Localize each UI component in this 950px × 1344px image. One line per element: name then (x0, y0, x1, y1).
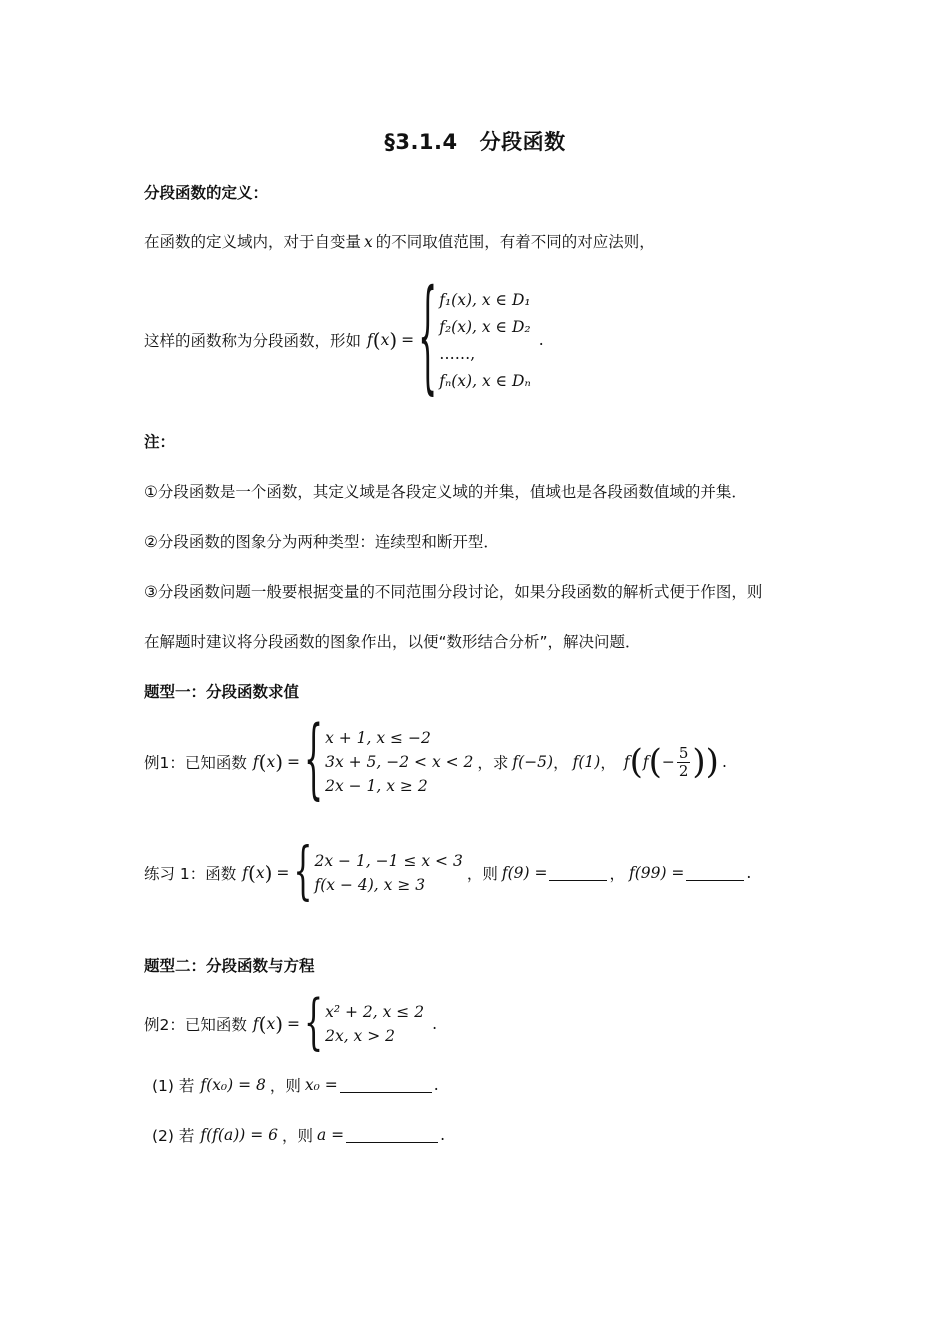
notes-heading: 注： (144, 433, 176, 451)
practice-1: 练习 1：函数 f ( x ) = { 2x − 1, −1 ≤ x < 3 f(x − 4), x ≥ 3 ，则 f(9) = ， f(99) = . (144, 835, 752, 909)
example-2-question-2: (2) 若 f(f(a)) = 6 ，则 a = . (152, 1126, 446, 1145)
example-2-question-1: (1) 若 f(x₀) = 8 ，则 x₀ = . (152, 1076, 439, 1095)
page-title (0, 126, 950, 156)
example-1-question-1: f(−5) (512, 753, 554, 771)
note-1: ①分段函数是一个函数，其定义域是各段定义域的并集，值域也是各段函数值域的并集． (144, 483, 747, 501)
answer-blank-2[interactable] (686, 866, 744, 881)
example-2-cases: x² + 2, x ≤ 2 2x, x > 2 (325, 1003, 425, 1045)
example-1-question-2: f(1) (572, 753, 601, 771)
example-1: 例1：已知函数 f ( x ) = { x + 1, x ≤ −2 3x + 5, −2 < x < 2 2x − 1, x ≥ 2 ，求 f(−5) ， f(1) ， f ( f ( − $\frac{5}{2}$ ) ) . (144, 709, 727, 812)
answer-blank-4[interactable] (346, 1128, 438, 1143)
example-1-cases: x + 1, x ≤ −2 3x + 5, −2 < x < 2 2x − 1, x ≥ 2 (325, 729, 474, 795)
definition-cases: f₁(x), x ∈ D₁ f₂(x), x ∈ D₂ ……, fₙ(x), x ∈ Dₙ (439, 290, 531, 390)
example-2: 例2：已知函数 f ( x ) = { x² + 2, x ≤ 2 2x, x > 2 . (144, 988, 437, 1058)
practice-1-cases: 2x − 1, −1 ≤ x < 3 f(x − 4), x ≥ 3 (314, 852, 463, 894)
definition-line-1: 在函数的定义域内，对于自变量 x 的不同取值范围，有着不同的对应法则， (144, 233, 655, 251)
section-number: §3.1.4 (384, 130, 458, 154)
note-3-line-1: ③分段函数问题一般要根据变量的不同范围分段讨论，如果分段函数的解析式便于作图，则 (144, 583, 763, 601)
note-3-line-2: 在解题时建议将分段函数的图象作出，以便“数形结合分析”，解决问题． (144, 633, 641, 651)
definition-heading: 分段函数的定义： (144, 184, 269, 202)
note-2: ②分段函数的图象分为两种类型：连续型和断开型． (144, 533, 499, 551)
example-1-fraction: $\frac{5}{2}$ (678, 744, 689, 780)
answer-blank-3[interactable] (340, 1078, 432, 1093)
answer-blank-1[interactable] (549, 866, 607, 881)
definition-formula: 这样的函数称为分段函数，形如 f ( x ) = { f₁(x), x ∈ D₁ f₂(x), x ∈ D₂ ……, fₙ(x), x ∈ Dₙ . (144, 266, 544, 410)
type1-heading: 题型一：分段函数求值 (144, 683, 300, 701)
type2-heading: 题型二：分段函数与方程 (144, 957, 315, 975)
section-name: 分段函数 (479, 130, 566, 154)
